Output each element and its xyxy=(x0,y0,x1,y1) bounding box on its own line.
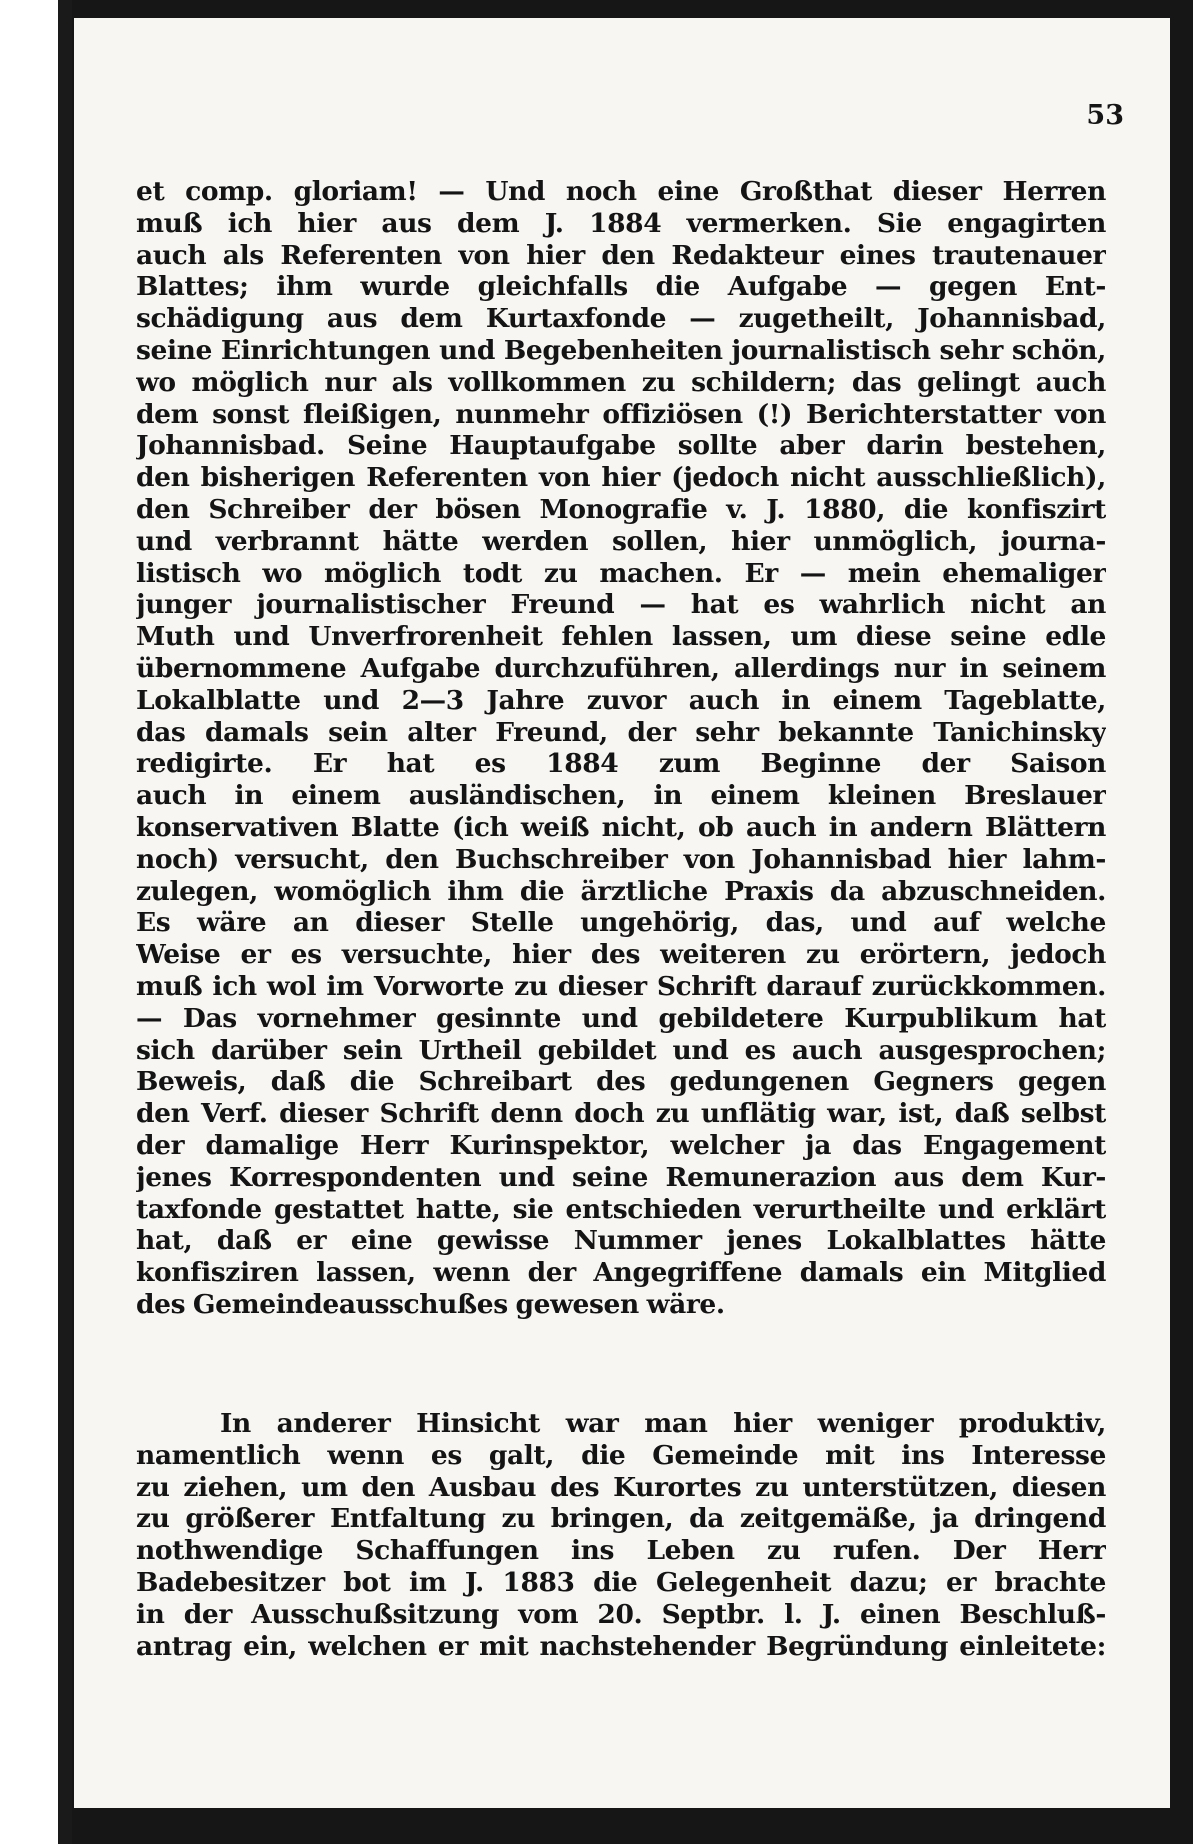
text-line: Blattes; ihm wurde gleichfalls die Aufgabe — gegen Ent- xyxy=(136,271,1106,303)
text-line: zu ziehen, um den Ausbau des Kurortes zu unterstützen, diesen xyxy=(136,1471,1106,1503)
scan-left-margin xyxy=(0,0,58,1844)
text-line: noch) versucht, den Buchschreiber von Johannisbad hier lahm- xyxy=(136,843,1106,875)
text-line: nothwendige Schaffungen ins Leben zu rufen. Der Herr xyxy=(136,1535,1106,1567)
text-line: des Gemeindeausschußes gewesen wäre. xyxy=(136,1288,725,1320)
text-line: et comp. gloriam! — Und noch eine Großthat dieser Herren xyxy=(136,176,1106,207)
text-line: seine Einrichtungen und Begebenheiten journalistisch sehr schön, xyxy=(136,334,1106,366)
text-line: Lokalblatte und 2—3 Jahre zuvor auch in einem Tageblatte, xyxy=(136,684,1106,716)
text-line: namentlich wenn es galt, die Gemeinde mit ins Interesse xyxy=(136,1439,1106,1471)
text-line: hat, daß er eine gewisse Nummer jenes Lokalblattes hätte xyxy=(136,1225,1106,1257)
scan-dark-border xyxy=(58,0,72,1844)
text-line: und verbrannt hätte werden sollen, hier unmöglich, journa- xyxy=(136,525,1106,557)
text-line: jenes Korrespondenten und seine Remunerazion aus dem Kur- xyxy=(136,1161,1106,1193)
text-line: konservativen Blatte (ich weiß nicht, ob auch in andern Blättern xyxy=(136,811,1106,843)
text-line: Weise er es versuchte, hier des weiteren zu erörtern, jedoch xyxy=(136,939,1106,971)
text-line: — Das vornehmer gesinnte und gebildetere Kurpublikum hat xyxy=(136,1002,1106,1034)
paragraph-2 xyxy=(136,1408,1106,1662)
page-number: 53 xyxy=(1086,100,1124,131)
text-line: muß ich hier aus dem J. 1884 vermerken. Sie engagirten xyxy=(136,207,1106,239)
text-line: Muth und Unverfrorenheit fehlen lassen, um diese seine edle xyxy=(136,621,1106,653)
text-line: das damals sein alter Freund, der sehr bekannte Tanichinsky xyxy=(136,716,1106,748)
text-line: junger journalistischer Freund — hat es wahrlich nicht an xyxy=(136,589,1106,621)
text-line: redigirte. Er hat es 1884 zum Beginne der Saison xyxy=(136,748,1106,780)
text-line: auch in einem ausländischen, in einem kleinen Breslauer xyxy=(136,780,1106,812)
text-line: auch als Referenten von hier den Redakteur eines trautenauer xyxy=(136,239,1106,271)
text-line: Johannisbad. Seine Hauptaufgabe sollte aber darin bestehen, xyxy=(136,430,1106,462)
text-line: Beweis, daß die Schreibart des gedungenen Gegners gegen xyxy=(136,1066,1106,1098)
text-line: listisch wo möglich todt zu machen. Er — mein ehemaliger xyxy=(136,557,1106,589)
text-line: muß ich wol im Vorworte zu dieser Schrift darauf zurückkommen. xyxy=(136,970,1106,1002)
book-page xyxy=(74,18,1170,1808)
text-line: antrag ein, welchen er mit nachstehender Begründung einleitete: xyxy=(136,1630,1106,1662)
text-line: konfisziren lassen, wenn der Angegriffene damals ein Mitglied xyxy=(136,1257,1106,1289)
text-line: In anderer Hinsicht war man hier weniger produktiv, xyxy=(220,1408,1106,1439)
text-line: den bisherigen Referenten von hier (jedoch nicht ausschließlich), xyxy=(136,462,1106,494)
text-line: der damalige Herr Kurinspektor, welcher ja das Engagement xyxy=(136,1129,1106,1161)
text-line: schädigung aus dem Kurtaxfonde — zugetheilt, Johannisbad, xyxy=(136,303,1106,335)
text-line: Badebesitzer bot im J. 1883 die Gelegenheit dazu; er brachte xyxy=(136,1566,1106,1598)
text-line: den Verf. dieser Schrift denn doch zu unflätig war, ist, daß selbst xyxy=(136,1098,1106,1130)
text-line: wo möglich nur als vollkommen zu schildern; das gelingt auch xyxy=(136,366,1106,398)
text-line: zulegen, womöglich ihm die ärztliche Praxis da abzuschneiden. xyxy=(136,875,1106,907)
text-line: den Schreiber der bösen Monografie v. J. 1880, die konfiszirt xyxy=(136,493,1106,525)
text-line: übernommene Aufgabe durchzuführen, allerdings nur in seinem xyxy=(136,652,1106,684)
text-line: zu größerer Entfaltung zu bringen, da zeitgemäße, ja dringend xyxy=(136,1503,1106,1535)
text-line: sich darüber sein Urtheil gebildet und es auch ausgesprochen; xyxy=(136,1034,1106,1066)
text-line: taxfonde gestattet hatte, sie entschieden verurtheilte und erklärt xyxy=(136,1193,1106,1225)
paragraph-1 xyxy=(136,176,1106,1321)
text-line: Es wäre an dieser Stelle ungehörig, das, und auf welche xyxy=(136,907,1106,939)
text-line: in der Ausschußsitzung vom 20. Septbr. l. J. einen Beschluß- xyxy=(136,1598,1106,1630)
text-line: dem sonst fleißigen, nunmehr offiziösen (!) Berichterstatter von xyxy=(136,398,1106,430)
